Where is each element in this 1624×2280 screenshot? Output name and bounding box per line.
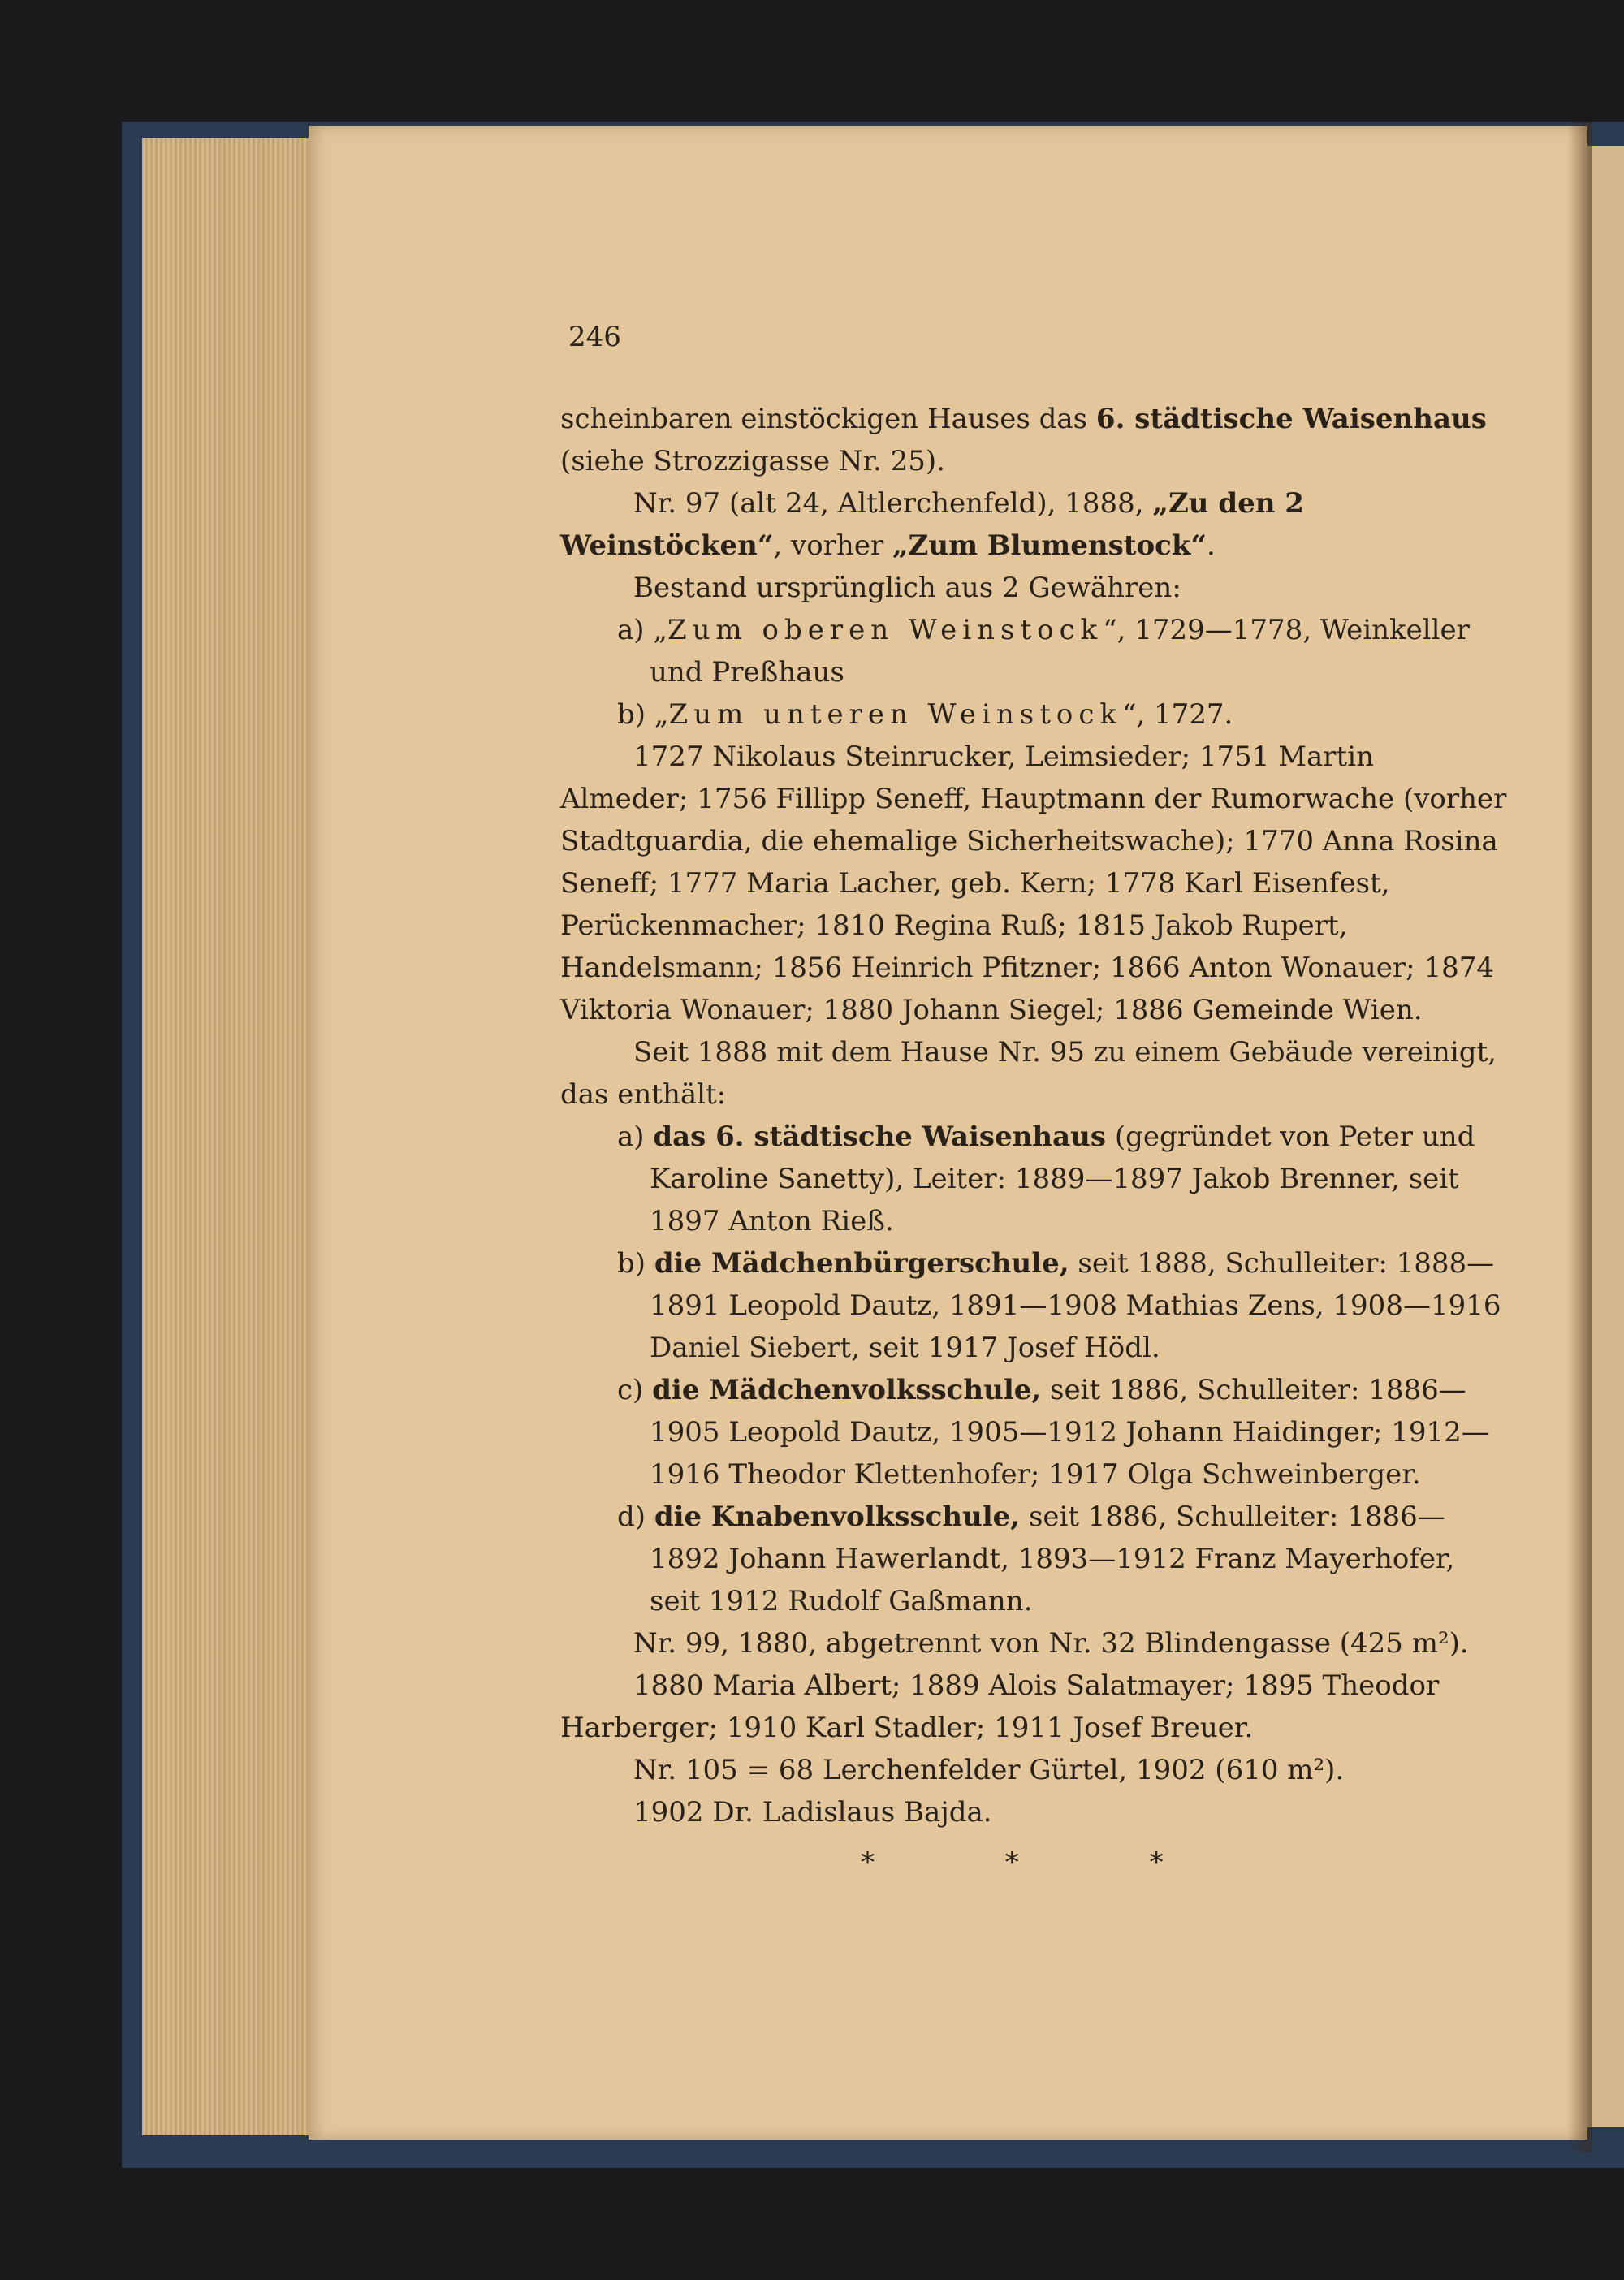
paragraph-7: Seit 1888 mit dem Hause Nr. 95 zu einem Gebäude vereinigt, das enthält:: [560, 1036, 1497, 1111]
list-item-a-origin: a) „Zum oberen Weinstock“, 1729—1778, Weinkeller und Preßhaus: [617, 614, 1470, 689]
page-number: 246: [568, 321, 621, 353]
paragraph-2: Nr. 97 (alt 24, Altlerchenfeld), 1888, „Zu den 2 Weinstöcken“, vorher „Zum Blumenstock“.: [560, 487, 1304, 562]
page-text: [560, 398, 1510, 1884]
house-name: „Zu den 2 Weinstöcken“: [560, 487, 1304, 562]
owners-paragraph: 1727 Nikolaus Steinrucker, Leimsieder; 1751 Martin Almeder; 1756 Fillipp Seneff, Hauptmann der Rumorwache (vorher Stadtguardia, die ehemalige Sicherheitswache); 1770 Anna Rosina Seneff; 1777 Maria Lacher, geb. Kern; 1778 Karl Eisenfest, Perückenmacher; 1810 Regina Ruß; 1815 Jakob Rupert, Handelsmann; 1856 Heinrich Pfitzner; 1866 Anton Wonauer; 1874 Viktoria Wonauer; 1880 Johann Siegel; 1886 Gemeinde Wien.: [560, 741, 1507, 1026]
paragraph-9: 1880 Maria Albert; 1889 Alois Salatmayer; 1895 Theodor Harberger; 1910 Karl Stadler; 1911 Josef Breuer.: [560, 1669, 1440, 1744]
paragraph-3: Bestand ursprünglich aus 2 Gewähren:: [633, 572, 1181, 604]
bold-term: 6. städtische Waisenhaus: [1095, 403, 1487, 435]
former-house-name: „Zum Blumenstock“: [892, 529, 1207, 562]
book-gutter: [1567, 122, 1592, 2152]
paragraph-11: 1902 Dr. Ladislaus Bajda.: [633, 1796, 992, 1829]
facing-page-edge: [1587, 146, 1624, 2127]
list-item: b) die Mädchenbürgerschule, seit 1888, Schulleiter: 1888—1891 Leopold Dautz, 1891—1908 Mathias Zens, 1908—1916 Daniel Siebert, seit 1917 Josef Hödl.: [617, 1247, 1501, 1364]
list-item: c) die Mädchenvolksschule, seit 1886, Schulleiter: 1886—1905 Leopold Dautz, 1905—1912 Johann Haidinger; 1912—1916 Theodor Klettenhofer; 1917 Olga Schweinberger.: [617, 1374, 1489, 1491]
paragraph-10: Nr. 105 = 68 Lerchenfelder Gürtel, 1902 (610 m²).: [633, 1754, 1345, 1786]
paragraph-8: Nr. 99, 1880, abgetrennt von Nr. 32 Blindengasse (425 m²).: [633, 1627, 1469, 1660]
list-item: d) die Knabenvolksschule, seit 1886, Schulleiter: 1886—1892 Johann Hawerlandt, 1893—1912 Franz Mayerhofer, seit 1912 Rudolf Gaßmann.: [617, 1501, 1455, 1617]
page-edges: [142, 138, 313, 2135]
list-item-b-origin: b) „Zum unteren Weinstock“, 1727.: [617, 698, 1233, 731]
paragraph-1: scheinbaren einstöckigen Hauses das 6. städtische Waisenhaus (siehe Strozzigasse Nr. 25).: [560, 403, 1487, 477]
section-stars: * * *: [861, 1846, 1164, 1879]
list-item: a) das 6. städtische Waisenhaus (gegründet von Peter und Karoline Sanetty), Leiter: 1889—1897 Jakob Brenner, seit 1897 Anton Rieß.: [617, 1121, 1475, 1237]
